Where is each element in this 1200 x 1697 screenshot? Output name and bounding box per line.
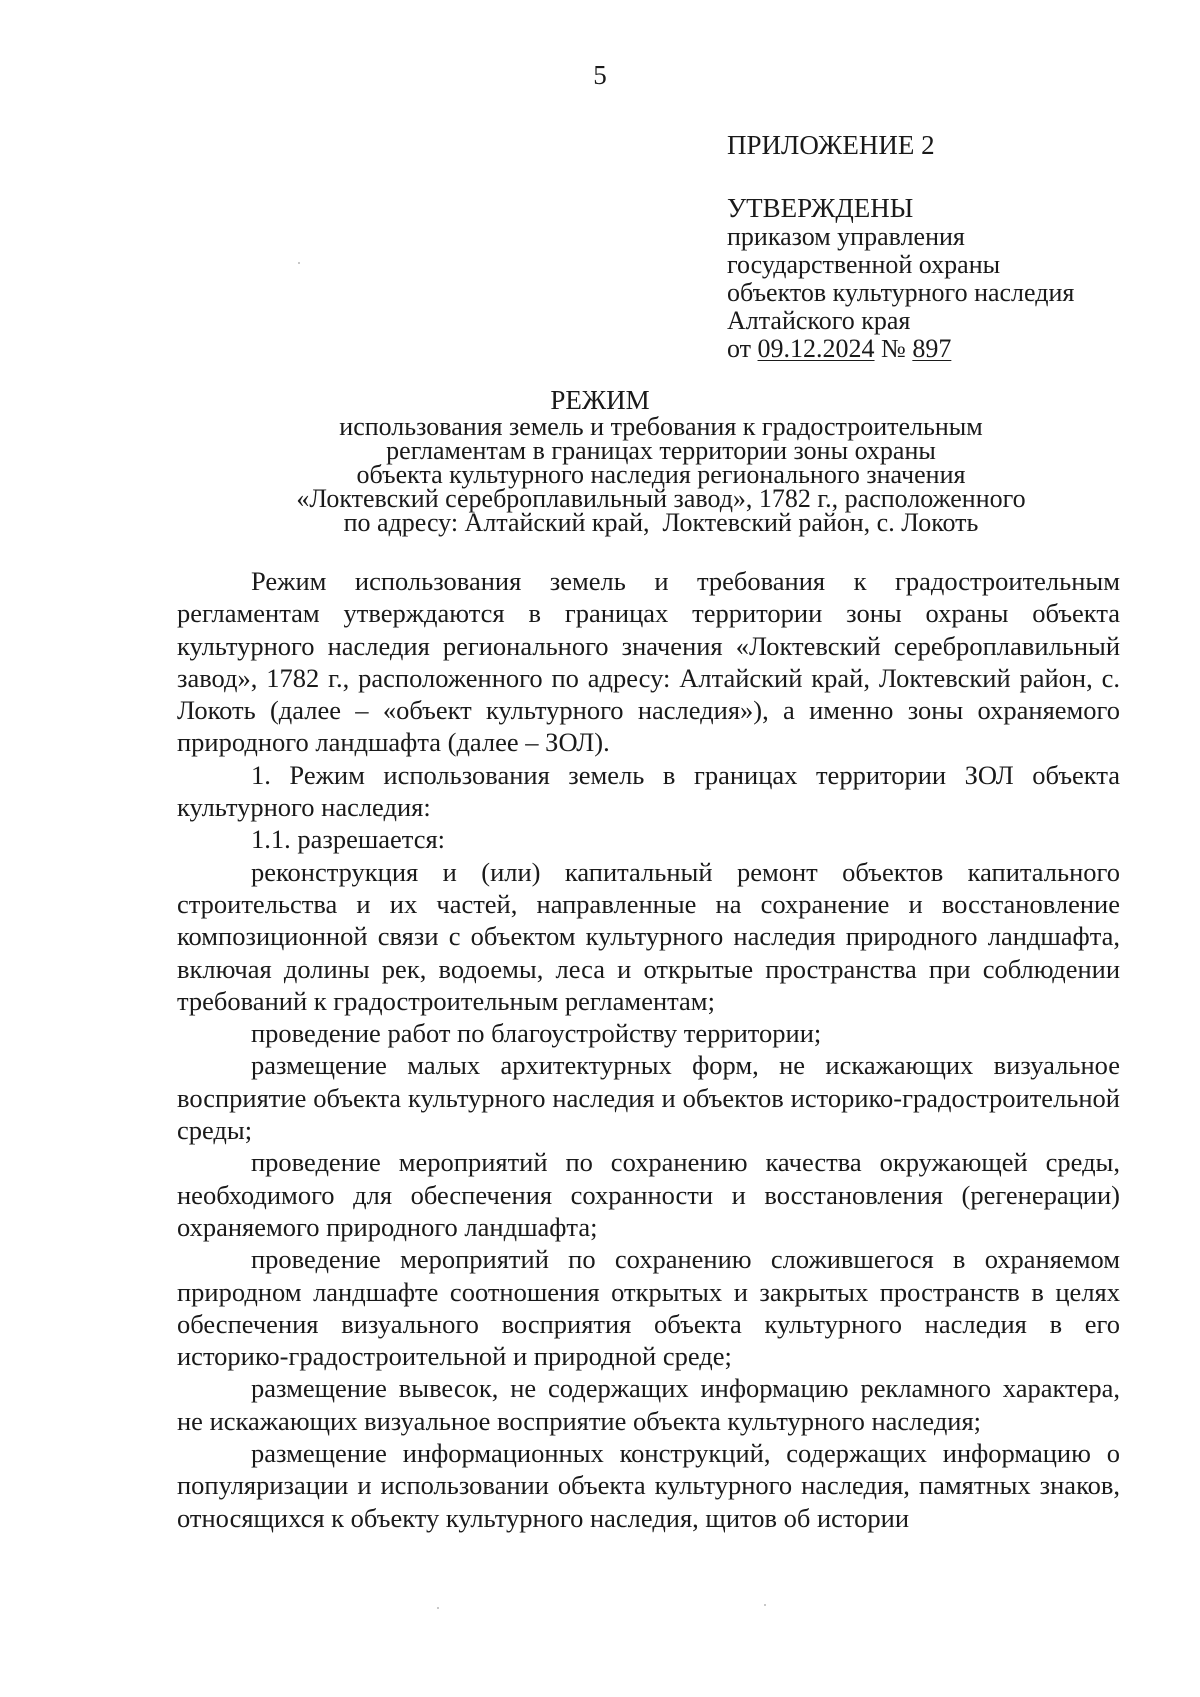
permitted-item: проведение мероприятий по сохранению сложившегося в охраняемом природном ландшафте соотношения открытых и закрытых пространств в целях обеспечения визуального восприятия объекта культурного наследия в его историко-градостроительной и природной среде;	[177, 1244, 1120, 1372]
order-line: Алтайского края	[727, 306, 911, 335]
document-title: РЕЖИМ	[550, 385, 650, 415]
permitted-item: размещение малых архитектурных форм, не искажающих визуальное восприятие объекта культурного наследия и объектов историко-градостроительной среды;	[177, 1050, 1120, 1146]
number-prefix: №	[874, 334, 913, 363]
approved-label: УТВЕРЖДЕНЫ	[727, 193, 914, 223]
section-heading: 1. Режим использования земель в границах территории ЗОЛ объекта культурного наследия:	[177, 759, 1120, 823]
intro-paragraph: Режим использования земель и требования к градостроительным регламентам утверждаются в границах территории зоны охраны объекта культурного наследия регионального значения «Локтевский сереброплавильный завод», 1782 г., расположенного по адресу: Алтайский край, Локтевский район, с. Локоть (далее – «объект культурного наследия»), а именно зоны охраняемого природного ландшафта (далее – ЗОЛ).	[177, 566, 1120, 758]
appendix-label: ПРИЛОЖЕНИЕ 2	[727, 130, 935, 160]
order-number: 897	[912, 334, 952, 363]
permitted-item: проведение мероприятий по сохранению качества окружающей среды, необходимого для обеспечения сохранности и восстановления (регенерации) охраняемого природного ландшафта;	[177, 1147, 1120, 1242]
order-line: объектов культурного наследия	[727, 278, 1075, 307]
document-body	[177, 565, 1120, 1534]
date-prefix: от	[727, 334, 758, 363]
order-date: 09.12.2024	[757, 334, 875, 363]
permitted-item: проведение работ по благоустройству территории;	[251, 1018, 822, 1049]
permitted-item: размещение вывесок, не содержащих информацию рекламного характера, не искажающих визуальное восприятие объекта культурного наследия;	[177, 1373, 1120, 1436]
subsection-heading: 1.1. разрешается:	[251, 824, 446, 855]
permitted-item: реконструкция и (или) капитальный ремонт объектов капитального строительства и их частей, направленные на сохранение и восстановление композиционной связи с объектом культурного наследия природного ландшафта, включая долины рек, водоемы, леса и открытые пространства при соблюдении требований к градостроительным регламентам;	[177, 856, 1120, 1016]
scan-speck	[437, 1607, 439, 1609]
order-line: приказом управления	[727, 222, 965, 251]
subtitle-line: использования земель и требования к градостроительным	[339, 412, 983, 441]
permitted-item: размещение информационных конструкций, содержащих информацию о популяризации и использовании объекта культурного наследия, памятных знаков, относящихся к объекту культурного наследия, щитов об истории	[177, 1438, 1120, 1533]
subtitle-line: регламентам в границах территории зоны охраны	[386, 436, 936, 465]
order-line: государственной охраны	[727, 250, 1001, 279]
page-number: 5	[593, 60, 607, 90]
subtitle-line: объекта культурного наследия регионального значения	[356, 460, 966, 489]
approval-block	[727, 128, 1167, 363]
subtitle-line: «Локтевский сереброплавильный завод», 1782 г., расположенного	[296, 484, 1026, 513]
scan-speck	[764, 1604, 766, 1606]
subtitle-line: по адресу: Алтайский край, Локтевский район, с. Локоть	[343, 508, 979, 537]
scan-speck	[298, 262, 300, 264]
order-date-line	[727, 335, 1167, 363]
document-subtitle	[230, 412, 1092, 537]
